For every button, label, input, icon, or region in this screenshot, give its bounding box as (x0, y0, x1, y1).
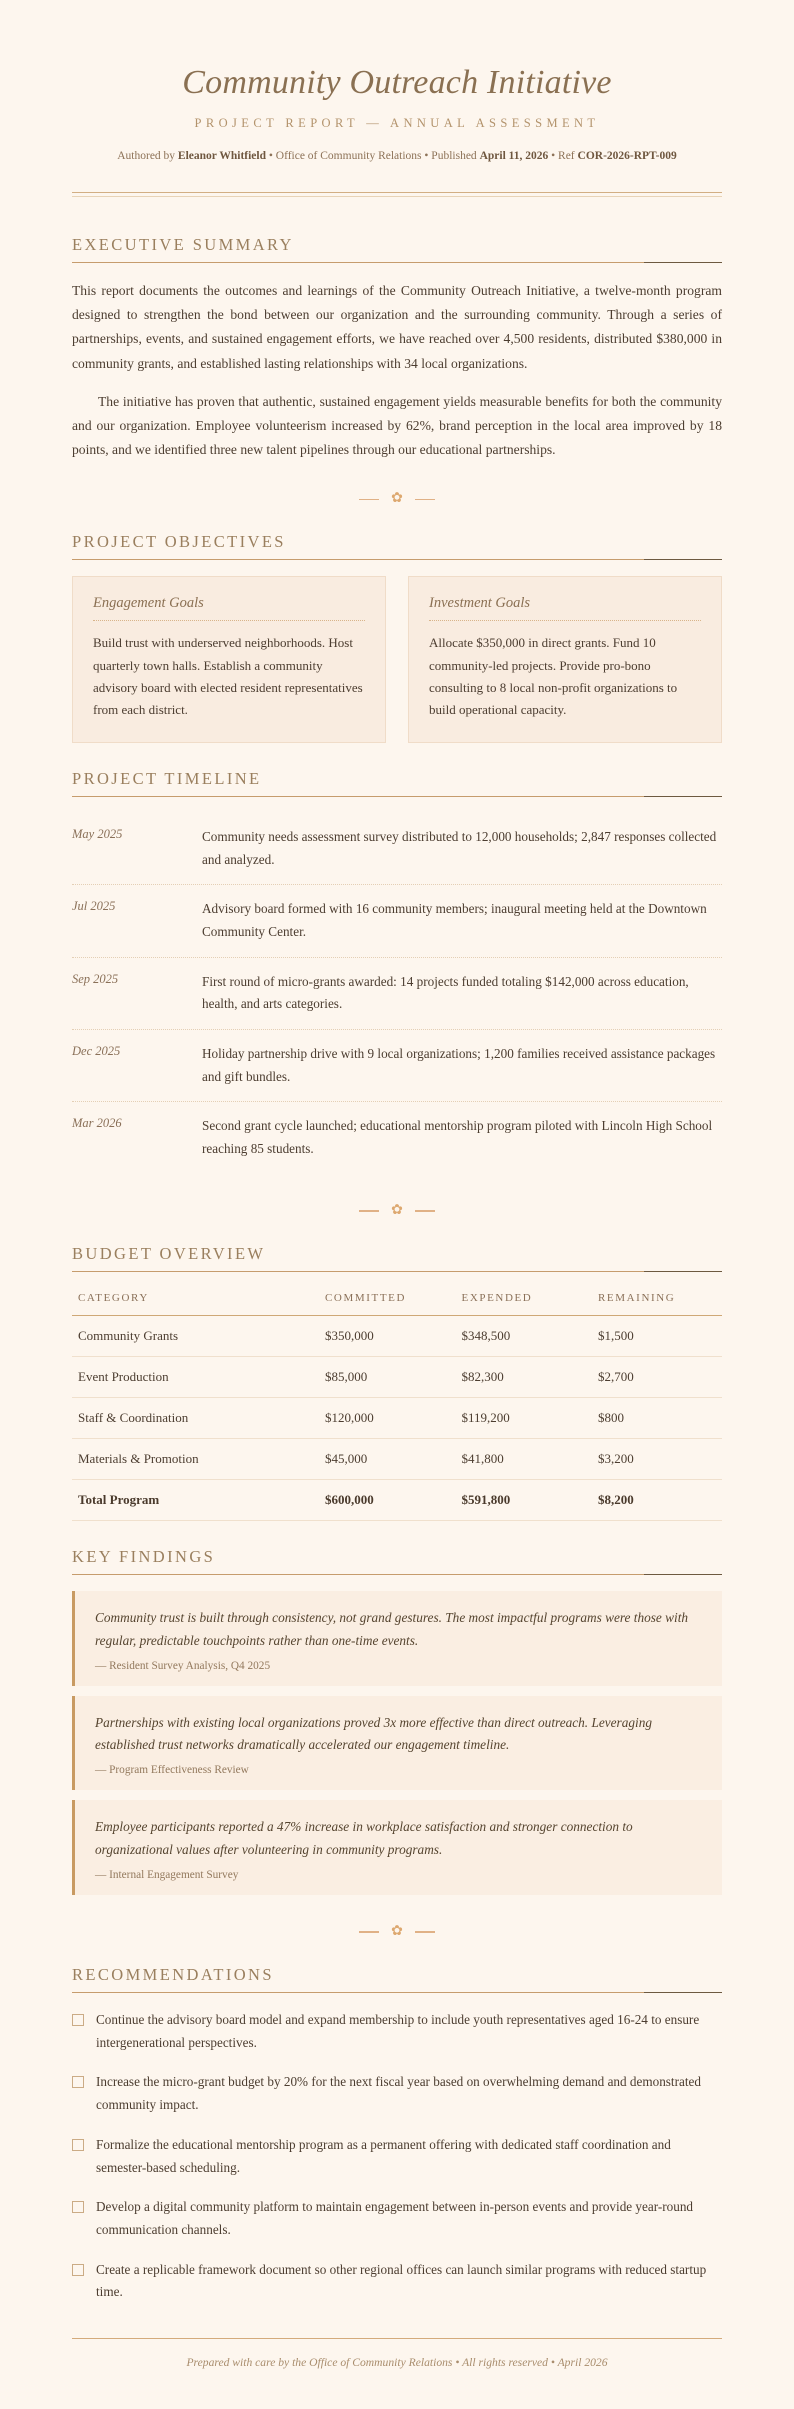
column-header-expended: EXPENDED (456, 1288, 593, 1316)
section-rule (72, 1574, 722, 1575)
byline-author-prefix: Authored by (117, 150, 178, 163)
objective-card (408, 576, 722, 742)
budget-remaining: $3,200 (592, 1438, 722, 1479)
section-heading: BUDGET OVERVIEW (72, 1243, 266, 1263)
byline-ref-number: COR-2026-RPT-009 (577, 150, 677, 163)
budget-committed: $45,000 (319, 1438, 456, 1479)
page-title: Community Outreach Initiative (182, 64, 612, 101)
objective-card-title: Engagement Goals (93, 595, 204, 612)
table-row (72, 1438, 722, 1479)
byline-published-date: April 11, 2026 (479, 150, 549, 163)
table-row (72, 1315, 722, 1356)
byline-middle: • Office of Community Relations • Published (266, 150, 480, 163)
timeline-list (72, 813, 722, 1174)
budget-expended: $41,800 (456, 1438, 593, 1479)
section-rule (72, 796, 722, 797)
finding-source: — Program Effectiveness Review (95, 1764, 249, 1777)
section-rule (72, 262, 722, 263)
column-header-committed: COMMITTED (319, 1288, 456, 1316)
executive-summary-paragraph-2: The initiative has proven that authentic, sustained engagement yields measurable benefits for both the community and our organization. Employee volunteerism increased by 62%, brand perception in the local area improved by 18 points, and we identified three new talent pipelines through our educational partnerships. (72, 393, 722, 458)
recommendation-item[interactable] (72, 2134, 722, 2179)
section-project-timeline (72, 769, 722, 1174)
timeline-description: Holiday partnership drive with 9 local organizations; 1,200 families received assistance packages and gift bundles. (202, 1046, 716, 1084)
masthead-divider (72, 192, 722, 197)
recommendation-list (72, 2009, 722, 2304)
objective-card-title: Investment Goals (429, 595, 531, 612)
timeline-date: Jul 2025 (72, 899, 116, 914)
finding-block (72, 1696, 722, 1791)
timeline-description: First round of micro-grants awarded: 14 projects funded totaling $142,000 across education, health, and arts categories. (202, 973, 689, 1012)
byline-author-name: Eleanor Whitfield (177, 150, 266, 163)
objective-card-text: Build trust with underserved neighborhoods. Host quarterly town halls. Establish a community advisory board with elected resident representatives from each district. (93, 635, 363, 718)
checkbox-icon[interactable] (72, 2264, 84, 2276)
objective-card-text: Allocate $350,000 in direct grants. Fund 10 community-led projects. Provide pro-bono consulting to 8 local non-profit organizations to build operational capacity. (429, 635, 678, 718)
table-total-row (72, 1479, 722, 1520)
ornament-dash-right (415, 1931, 435, 1933)
column-header-remaining: REMAINING (592, 1288, 722, 1316)
timeline-date: Mar 2026 (72, 1116, 122, 1131)
finding-block (72, 1800, 722, 1895)
section-heading: PROJECT TIMELINE (72, 768, 262, 788)
table-row (72, 1356, 722, 1397)
budget-committed: $350,000 (319, 1315, 456, 1356)
byline-ref-label: • Ref (548, 150, 578, 163)
section-rule (72, 1271, 722, 1272)
section-recommendations (72, 1965, 722, 2304)
section-heading: EXECUTIVE SUMMARY (72, 235, 294, 255)
timeline-row (72, 1030, 722, 1102)
objective-card-separator (93, 620, 365, 621)
timeline-row (72, 1102, 722, 1173)
timeline-description: Community needs assessment survey distributed to 12,000 households; 2,847 responses collected and analyzed. (202, 828, 717, 867)
table-header-row (72, 1288, 722, 1316)
budget-remaining: $2,700 (592, 1356, 722, 1397)
flower-icon: ✿ (391, 491, 403, 507)
budget-remaining: $800 (592, 1397, 722, 1438)
flower-icon: ✿ (391, 1202, 403, 1218)
objective-card (72, 576, 386, 742)
ornament-dash-left (359, 499, 379, 501)
budget-total-remaining: $8,200 (592, 1479, 722, 1520)
budget-expended: $119,200 (456, 1397, 593, 1438)
recommendation-text: Develop a digital community platform to maintain engagement between in-person events and provide year-round communication channels. (96, 2199, 694, 2237)
recommendation-text: Continue the advisory board model and expand membership to include youth representatives aged 16-24 to ensure intergenerational perspectives. (96, 2011, 700, 2050)
byline (117, 147, 677, 166)
timeline-date: Sep 2025 (72, 971, 119, 986)
document-subtitle: PROJECT REPORT — ANNUAL ASSESSMENT (194, 116, 600, 131)
budget-category: Event Production (72, 1356, 319, 1397)
timeline-description: Second grant cycle launched; educational mentorship program piloted with Lincoln High School reaching 85 students. (202, 1118, 713, 1157)
recommendation-text: Formalize the educational mentorship program as a permanent offering with dedicated staff coordination and semester-based scheduling. (96, 2136, 671, 2175)
section-heading: KEY FINDINGS (72, 1546, 216, 1566)
masthead-divider-line (72, 192, 722, 197)
recommendation-item[interactable] (72, 2259, 722, 2304)
objective-card-list (72, 576, 722, 742)
objective-card-separator (429, 620, 701, 621)
finding-block (72, 1591, 722, 1686)
budget-remaining: $1,500 (592, 1315, 722, 1356)
section-budget-overview (72, 1244, 722, 1521)
ornament-dash-left (359, 1931, 379, 1933)
column-header-category: CATEGORY (72, 1288, 319, 1316)
recommendation-text: Increase the micro-grant budget by 20% for the next fiscal year based on overwhelming demand and demonstrated community impact. (96, 2074, 701, 2113)
section-heading: PROJECT OBJECTIVES (72, 532, 286, 552)
finding-text: Partnerships with existing local organizations proved 3x more effective than direct outreach. Leveraging established trust networks dramatically accelerated our engagement timeline. (95, 1714, 653, 1753)
document-masthead (72, 64, 722, 209)
budget-category: Materials & Promotion (72, 1438, 319, 1479)
budget-total-committed: $600,000 (319, 1479, 456, 1520)
table-row (72, 1397, 722, 1438)
finding-text: Community trust is built through consistency, not grand gestures. The most impactful programs were those with regular, predictable touchpoints rather than one-time events. (95, 1609, 689, 1648)
checkbox-icon[interactable] (72, 2076, 84, 2088)
finding-source: — Internal Engagement Survey (95, 1868, 239, 1881)
checkbox-icon[interactable] (72, 2014, 84, 2026)
budget-table (72, 1288, 722, 1521)
budget-total-label: Total Program (72, 1479, 319, 1520)
finding-source: — Resident Survey Analysis, Q4 2025 (95, 1659, 271, 1672)
budget-committed: $120,000 (319, 1397, 456, 1438)
executive-summary-paragraph-1: This report documents the outcomes and learnings of the Community Outreach Initiative, a twelve-month program designed to strengthen the bond between our organization and the surrounding community. Through a series of partnerships, events, and sustained engagement efforts, we have reached over 4,500 residents, distributed $380,000 in community grants, and established lasting relationships with 34 local organizations. (72, 283, 722, 371)
timeline-row (72, 958, 722, 1030)
recommendation-item[interactable] (72, 2196, 722, 2241)
footer-text: Prepared with care by the Office of Community Relations • All rights reserved • April 2026 (186, 2356, 608, 2370)
budget-category: Community Grants (72, 1315, 319, 1356)
ornament-dash-left (359, 1210, 379, 1212)
section-project-objectives (72, 532, 722, 742)
flower-icon: ✿ (391, 1923, 403, 1939)
timeline-date: May 2025 (72, 826, 123, 841)
finding-text: Employee participants reported a 47% increase in workplace satisfaction and stronger connection to organizational values after volunteering in community programs. (95, 1819, 633, 1858)
ornament-dash-right (415, 499, 435, 501)
timeline-row (72, 885, 722, 957)
budget-total-expended: $591,800 (456, 1479, 593, 1520)
ornament-dash-right (415, 1210, 435, 1212)
budget-category: Staff & Coordination (72, 1397, 319, 1438)
timeline-description: Advisory board formed with 16 community members; inaugural meeting held at the Downtown Community Center. (202, 901, 707, 939)
section-executive-summary (72, 235, 722, 462)
budget-committed: $85,000 (319, 1356, 456, 1397)
recommendation-item[interactable] (72, 2009, 722, 2054)
section-heading: RECOMMENDATIONS (72, 1964, 274, 1984)
recommendation-text: Create a replicable framework document so other regional offices can launch similar programs with reduced startup time. (96, 2261, 707, 2300)
timeline-row (72, 813, 722, 885)
ornament-divider (72, 1204, 722, 1218)
section-key-findings (72, 1547, 722, 1895)
ornament-divider (72, 492, 722, 506)
recommendation-item[interactable] (72, 2071, 722, 2116)
section-rule (72, 1992, 722, 1993)
section-rule (72, 559, 722, 560)
checkbox-icon[interactable] (72, 2201, 84, 2213)
checkbox-icon[interactable] (72, 2139, 84, 2151)
ornament-divider (72, 1925, 722, 1939)
timeline-date: Dec 2025 (72, 1044, 121, 1059)
budget-expended: $348,500 (456, 1315, 593, 1356)
budget-expended: $82,300 (456, 1356, 593, 1397)
